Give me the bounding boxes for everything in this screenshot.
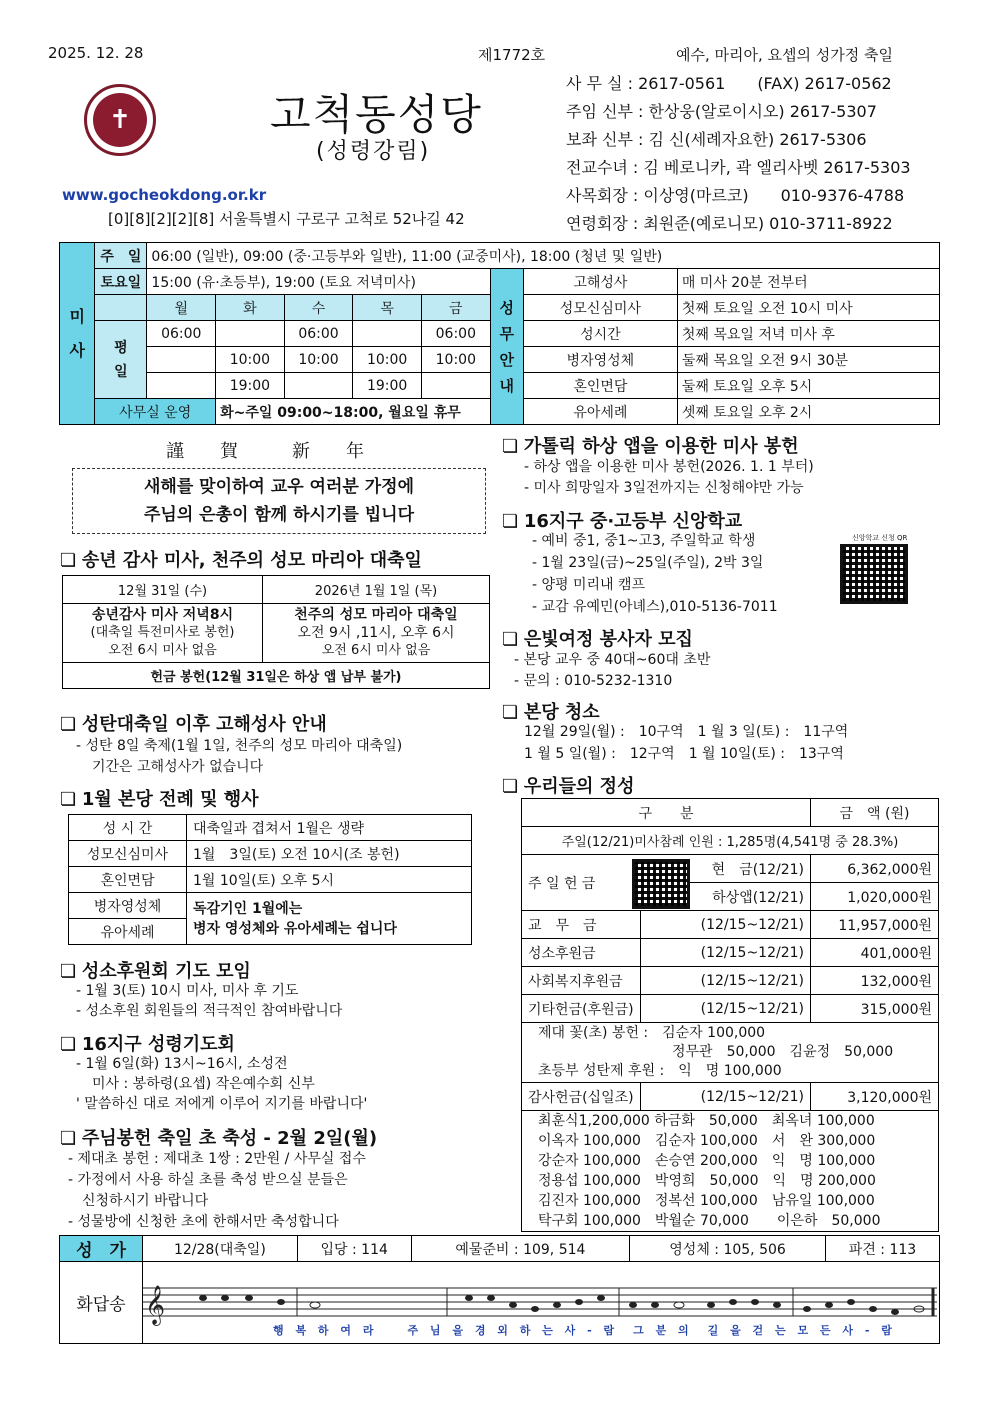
psalm-music-staff (143, 1276, 939, 1326)
yearend-c2a: 천주의 성모 마리아 대축일 (294, 607, 458, 623)
cleaning-line: 12월 29일(월) : 10구역 1 월 3 일(토) : 11구역 (524, 724, 849, 740)
prayer-line: 미사 : 봉하령(요셉) 작은예수회 신부 (92, 1076, 315, 1092)
donor-line: 이옥자 100,000 김순자 100,000 서 완 300,000 (538, 1133, 876, 1149)
confession-line: - 성탄 8일 축제(1월 1일, 천주의 성모 마리아 대축일) (76, 738, 403, 754)
yearend-c1c: 오전 6시 미사 없음 (108, 643, 217, 658)
newyear-greeting-box (72, 468, 486, 534)
sunday-offering-label (522, 855, 641, 911)
hasang-section-title: ❏ 가톨릭 하상 앱을 이용한 미사 봉헌 (502, 432, 799, 458)
mass-schedule-table (59, 242, 940, 425)
hymn-communion: 영성체 : 105, 506 (630, 1236, 826, 1262)
volunteer-section-title: ❏ 은빛여정 봉사자 모집 (502, 625, 693, 651)
offering-row-amount: 132,000원 (811, 967, 939, 995)
weekday-cell: 10:00 (421, 347, 490, 373)
psalm-label: 화답송 (60, 1262, 143, 1344)
app-label: 하상앱(12/21) (640, 883, 810, 911)
january-section-title: ❏ 1월 본당 전례 및 행사 (60, 785, 259, 811)
offering-row-amount: 401,000원 (811, 939, 939, 967)
candle-line: - 가정에서 사용 하실 초를 축성 받으실 분들은 (68, 1172, 348, 1188)
donor-line: 최훈식1,200,000 하금화 50,000 최옥녀 100,000 (538, 1113, 875, 1129)
volunteer-line: - 문의 : 010-5232-1310 (514, 673, 673, 689)
prayer-section-title: ❏ 16지구 성령기도회 (60, 1030, 235, 1056)
jan-label: 성모신심미사 (69, 841, 187, 867)
vocation-line: - 1월 3(토) 10시 미사, 미사 후 기도 (76, 983, 299, 999)
sacrament-name: 유아세례 (523, 399, 677, 425)
yearend-c2c: 오전 6시 미사 없음 (321, 643, 431, 658)
app-amount: 1,020,000원 (811, 883, 939, 911)
yearend-note: 헌금 봉헌(12월 31일은 하상 앱 납부 불가) (63, 663, 490, 689)
weekday-cell: 10:00 (216, 347, 285, 373)
yearend-table (62, 575, 490, 689)
offering-row-period: (12/15~12/21) (640, 939, 810, 967)
candle-line: 신청하시기 바랍니다 (82, 1193, 209, 1209)
issue-date: 2025. 12. 28 (48, 44, 144, 62)
thanks-amount: 3,120,000원 (811, 1083, 939, 1111)
confession-section-title: ❏ 성탄대축일 이후 고해성사 안내 (60, 710, 327, 736)
sacrament-name: 성시간 (523, 321, 677, 347)
cleaning-line: 1 월 5 일(월) : 12구역 1 월 10일(토) : 13구역 (524, 746, 844, 762)
offering-row-label: 교 무 금 (522, 911, 641, 939)
offering-row-label: 성소후원금 (522, 939, 641, 967)
hymn-entrance: 입당 : 114 (297, 1236, 411, 1262)
sacrament-time: 첫째 토요일 오전 10시 미사 (677, 295, 939, 321)
sacrament-time: 셋째 토요일 오후 2시 (677, 399, 939, 425)
yearend-c2b: 오전 9시 ,11시, 오후 6시 (297, 625, 455, 641)
yearend-col2: 2026년 1월 1일 (목) (263, 576, 490, 604)
offering-row-label: 기타헌금(후원금) (522, 995, 641, 1023)
day-mon: 월 (147, 295, 216, 321)
jan-value: 병자 영성체와 유아세례는 쉽니다 (193, 920, 397, 937)
weekday-cell: 10:00 (284, 347, 353, 373)
donor-line: 김진자 100,000 정복선 100,000 남유일 100,000 (538, 1193, 875, 1209)
qr-label: 신앙학교 신청 QR (852, 534, 908, 542)
sacrament-name: 성모신심미사 (523, 295, 677, 321)
saturday-label: 토요일 (95, 269, 147, 295)
hymn-table (59, 1235, 940, 1344)
sunday-times: 06:00 (일반), 09:00 (중·고등부와 일반), 11:00 (교중미사), 18:00 (청년 및 일반) (147, 243, 940, 269)
thanks-label: 감사헌금(십일조) (522, 1083, 641, 1111)
confession-line: 기간은 고해성사가 없습니다 (92, 759, 264, 775)
faithschool-section-title: ❏ 16지구 중·고등부 신앙학교 (502, 507, 742, 533)
parish-theme: (성령강림) (316, 139, 431, 164)
parish-name: 고척동성당 (270, 90, 483, 139)
january-table (68, 814, 472, 945)
donor-line: 정용섭 100,000 박영희 50,000 익 명 200,000 (538, 1173, 876, 1189)
contact-assistant-priest: 보좌 신부 : 김 신(세례자요한) 2617-5306 (566, 130, 867, 149)
yearend-section-title: ❏ 송년 감사 미사, 천주의 성모 마리아 대축일 (60, 546, 422, 572)
offering-table (521, 798, 939, 1232)
hymn-recession: 파견 : 113 (825, 1236, 939, 1262)
donor-line: 강순자 100,000 손승연 200,000 익 명 100,000 (538, 1153, 876, 1169)
sacrament-time: 둘째 목요일 오전 9시 30분 (677, 347, 939, 373)
yearend-c1a: 송년감사 미사 저녁8시 (91, 607, 234, 623)
sacraments-label: 성 무 안 내 (490, 269, 523, 425)
jan-value: 독감기인 1월에는 (193, 900, 303, 917)
yearend-c1b: (대축일 특전미사로 봉헌) (90, 625, 235, 640)
vocation-section-title: ❏ 성소후원회 기도 모임 (60, 957, 251, 983)
weekday-cell: 06:00 (147, 321, 216, 347)
greeting-line: 새해를 맞이하여 교우 여러분 가정에 (143, 477, 414, 497)
sacrament-name: 고해성사 (523, 269, 677, 295)
weekday-cell (147, 347, 216, 373)
weekday-label: 평 일 (95, 321, 147, 399)
contact-council-president: 사목회장 : 이상영(마르코) 010-9376-4788 (566, 186, 905, 205)
jan-value: 대축일과 겹쳐서 1월은 생략 (187, 815, 472, 841)
offering-row-amount: 11,957,000원 (811, 911, 939, 939)
sacrament-time: 매 미사 20분 전부터 (677, 269, 939, 295)
contact-funeral-president: 연령회장 : 최원준(예로니모) 010-3711-8922 (566, 214, 893, 233)
weekday-cell: 19:00 (216, 373, 285, 399)
contact-office: 사 무 실 : 2617-0561 (FAX) 2617-0562 (566, 74, 892, 93)
prayer-line: ' 말씀하신 대로 저에게 이루어 지기를 바랍니다' (76, 1096, 368, 1112)
weekday-cell (284, 373, 353, 399)
newyear-heading: 謹 賀 新 年 (166, 441, 364, 462)
contact-sisters: 전교수녀 : 김 베로니카, 곽 엘리사벳 2617-5303 (566, 158, 911, 177)
hasang-line: - 미사 희망일자 3일전까지는 신청해야만 가능 (524, 480, 804, 496)
office-hours-label: 사무실 운영 (95, 399, 216, 425)
psalm-lyrics: 행 복 하 여 라 주 님 을 경 외 하 는 사 - 람 그 분 의 길 을 걷 는 모 든 사 - 람 (273, 1324, 896, 1337)
weekday-cell: 19:00 (353, 373, 422, 399)
volunteer-line: - 본당 교우 중 40대~60대 초반 (514, 652, 711, 668)
offering-row-period: (12/15~12/21) (640, 995, 810, 1023)
sunday-label: 주 일 (95, 243, 147, 269)
weekday-cell (353, 321, 422, 347)
feast-title: 예수, 마리아, 요셉의 성가정 축일 (676, 46, 893, 64)
hymns-date: 12/28(대축일) (143, 1236, 298, 1262)
cleaning-section-title: ❏ 본당 청소 (502, 698, 600, 724)
vocation-line: - 성소후원 회원들의 적극적인 참여바랍니다 (76, 1003, 343, 1019)
office-hours: 화~주일 09:00~18:00, 월요일 휴무 (216, 399, 491, 425)
sacrament-time: 둘째 토요일 오후 5시 (677, 373, 939, 399)
sacrament-name: 병자영성체 (523, 347, 677, 373)
day-thu: 목 (353, 295, 422, 321)
jan-label: 성 시 간 (69, 815, 187, 841)
contact-list (566, 70, 936, 238)
offering-row-period: (12/15~12/21) (640, 911, 810, 939)
jan-value: 1월 10일(토) 오후 5시 (187, 867, 472, 893)
day-fri: 금 (421, 295, 490, 321)
sacrament-name: 혼인면담 (523, 373, 677, 399)
parish-address: [0][8][2][2][8] 서울특별시 구로구 고척로 52나길 42 (108, 210, 465, 228)
weekday-cell: 06:00 (284, 321, 353, 347)
parish-seal-logo: ✝ (84, 84, 156, 156)
jan-label: 유아세례 (69, 919, 187, 945)
parish-website-link[interactable]: www.gocheokdong.or.kr (62, 186, 267, 204)
weekday-cell: 06:00 (421, 321, 490, 347)
faithschool-line: - 예비 중1, 중1~고3, 주일학교 학생 (532, 533, 756, 549)
mass-label: 미 사 (60, 243, 95, 425)
yearend-col1: 12월 31일 (수) (63, 576, 263, 604)
offering-header: 구 분 (522, 799, 811, 827)
hymn-offertory: 예물준비 : 109, 514 (411, 1236, 629, 1262)
misc-offering-line: 제대 꽃(초) 봉헌 : 김순자 100,000 (538, 1025, 766, 1041)
offering-qr-code[interactable] (632, 859, 690, 909)
jan-value: 1월 3일(토) 오전 10시(조 봉헌) (187, 841, 472, 867)
donor-line: 탁구회 100,000 박월순 70,000 이은하 50,000 (538, 1213, 881, 1229)
jan-label: 혼인면담 (69, 867, 187, 893)
sacrament-time: 첫째 목요일 저녁 미사 후 (677, 321, 939, 347)
jan-label: 병자영성체 (69, 893, 187, 919)
sunday-offering-text: 주 일 헌 금 (528, 875, 596, 892)
contact-pastor: 주임 신부 : 한상웅(알로이시오) 2617-5307 (566, 102, 877, 121)
weekday-cell: 10:00 (353, 347, 422, 373)
candle-line: - 성물방에 신청한 초에 한해서만 축성합니다 (68, 1214, 339, 1230)
issue-number: 제1772호 (478, 46, 546, 64)
day-wed: 수 (284, 295, 353, 321)
offering-row-period: (12/15~12/21) (640, 967, 810, 995)
hasang-line: - 하상 앱을 이용한 미사 봉헌(2026. 1. 1 부터) (524, 459, 814, 475)
thanks-period: (12/15~12/21) (640, 1083, 810, 1111)
cash-label: 현 금(12/21) (711, 861, 804, 878)
misc-offering-line: 초등부 성탄제 후원 : 익 명 100,000 (538, 1063, 782, 1079)
misc-offering-line: 정무관 50,000 김윤정 50,000 (672, 1044, 894, 1060)
offering-header: 금 액 (원) (811, 799, 939, 827)
greeting-line: 주님의 은총이 함께 하시기를 빕니다 (143, 505, 414, 525)
weekday-cell (147, 373, 216, 399)
faithschool-line: - 양평 미리내 캠프 (532, 577, 646, 593)
cash-amount: 6,362,000원 (811, 855, 939, 883)
faithschool-line: - 1월 23일(금)~25일(주일), 2박 3일 (532, 555, 764, 571)
candle-line: - 제대초 봉헌 : 제대초 1쌍 : 2만원 / 사무실 접수 (68, 1151, 366, 1167)
hymns-label: 성 가 (60, 1236, 143, 1262)
svg-text:𝄞: 𝄞 (145, 1285, 166, 1325)
offering-section-title: ❏ 우리들의 정성 (502, 772, 634, 798)
day-tue: 화 (216, 295, 285, 321)
faithschool-qr-code[interactable] (840, 544, 908, 604)
attendance-row: 주일(12/21)미사참례 인원 : 1,285명(4,541명 중 28.3%) (522, 827, 939, 855)
weekday-cell (216, 321, 285, 347)
prayer-line: - 1월 6일(화) 13시~16시, 소성전 (76, 1056, 288, 1072)
candle-section-title: ❏ 주님봉헌 축일 초 축성 - 2월 2일(월) (60, 1124, 377, 1150)
saturday-times: 15:00 (유·초등부), 19:00 (토요 저녁미사) (147, 269, 490, 295)
faithschool-line: - 교감 유예민(아녜스),010-5136-7011 (532, 599, 778, 615)
offering-row-amount: 315,000원 (811, 995, 939, 1023)
offering-row-label: 사회복지후원금 (522, 967, 641, 995)
weekday-cell (421, 373, 490, 399)
